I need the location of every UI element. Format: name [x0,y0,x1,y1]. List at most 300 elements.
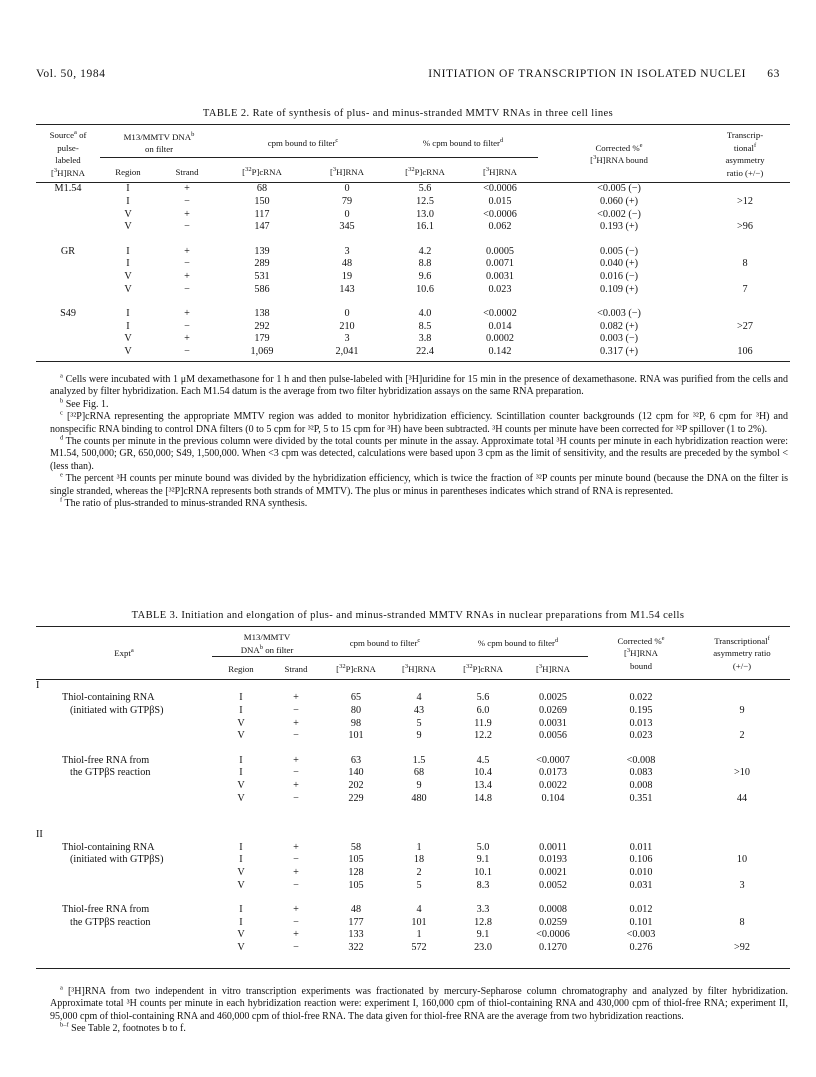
cell-p32-pct: 3.8 [418,333,432,345]
cell-p32-cpm: 128 [348,866,364,878]
cell-p32-pct: 10.4 [474,767,492,779]
rna-fraction-label [36,730,212,743]
cell-strand: + [293,717,299,729]
cell-asymmetry-ratio: 8 [739,916,745,928]
rna-fraction-label: (initiated with GTPβS) [70,854,164,866]
cell-p32-cpm: 138 [254,308,270,320]
cell-line-label [36,209,100,222]
cell-asymmetry-ratio [700,271,790,284]
footnote: $^f$ The ratio of plus-stranded to minus-stranded RNA synthesis. [60,496,308,510]
cell-corrected-pct: 0.082 (+) [600,320,638,332]
cell-region: V [124,270,132,282]
rna-fraction-label [36,880,212,893]
cell-corrected-pct: 0.083 [629,767,653,779]
rna-fraction-label [36,942,212,955]
footnote: $^e$ The percent ³H counts per minute bound was divided by the hybridization efficiency, which is twice the fraction of ³²P counts per minute bound (because the DNA on the filter is single stranded, whereas the [³²P]cRNA represents both strands of MMTV). The plus or minus in parentheses indicates which strand of RNA is represented. [50,471,788,497]
cell-p32-pct: 13.0 [416,208,434,220]
cell-h3-cpm: 0 [344,183,350,195]
footnote: $^b$ See Fig. 1. [60,397,109,410]
footnote-mark: b [60,397,64,405]
cell-strand: + [293,929,299,941]
cell-h3-cpm: 1 [416,929,422,941]
table-row [36,730,790,743]
experiment-label: II [36,829,43,841]
cell-h3-cpm: 68 [413,767,425,779]
cell-asymmetry-ratio [694,904,790,917]
cell-h3-pct: 0.014 [488,320,512,332]
cell-corrected-pct: <0.002 (−) [597,208,641,220]
table-row [36,321,790,334]
cell-h3-pct: 0.023 [488,283,512,295]
cell-strand: + [184,333,190,345]
cell-h3-pct: <0.0006 [483,208,517,220]
cell-p32-pct: 3.3 [476,904,490,916]
table-row [36,346,790,359]
rna-fraction-label: Thiol-free RNA from [62,754,150,766]
table-row [36,767,790,780]
table-row [36,333,790,346]
cell-asymmetry-ratio: 3 [739,879,745,891]
cell-h3-cpm: 5 [416,717,422,729]
cell-h3-pct: 0.0005 [485,245,514,257]
cell-strand: − [184,283,190,295]
cell-strand: − [293,941,299,953]
cell-p32-cpm: 531 [254,270,270,282]
table2 [36,124,790,362]
cell-asymmetry-ratio [700,333,790,346]
cell-strand: + [293,754,299,766]
cell-h3-cpm: 9 [416,730,422,742]
cell-h3-pct: 0.0002 [485,333,514,345]
table3-header: Expt$^a$ M13/MMTV DNA$^b$ on filter cpm bound to filter$^c$ % cpm bound to filter$^d$ Corrected %$^e$ [$^3$H]RNA bound Transcriptional$^f$ asymmetry ratio (+/−) Region Strand [$^{32}$P]cRNA [$^3$H]RNA [$^{32}$P]cRNA [$^3$H]RNA [36,627,790,680]
table2-title: TABLE 2. Rate of synthesis of plus- and minus-stranded MMTV RNAs in three cell lines [202,108,614,119]
cell-h3-cpm: 5 [416,879,422,891]
cell-asymmetry-ratio [694,929,790,942]
cell-region: I [239,754,243,766]
cell-h3-cpm: 101 [411,916,427,928]
cell-h3-cpm: 79 [341,195,353,207]
cell-strand: + [184,245,190,257]
cell-region: I [126,183,130,195]
rna-fraction-label: the GTPβS reaction [70,767,151,779]
cell-p32-cpm: 63 [350,754,362,766]
cell-p32-pct: 11.9 [474,717,492,729]
cell-strand: + [293,692,299,704]
running-header [36,68,780,86]
cell-region: I [239,692,243,704]
cell-region: I [239,767,243,779]
cell-corrected-pct: 0.193 (+) [600,221,638,233]
cell-h3-cpm: 0 [344,208,350,220]
cell-h3-pct: 0.0011 [539,841,567,853]
cell-h3-cpm: 9 [416,779,422,791]
footnote: $^a$ [³H]RNA from two independent in vitro transcription experiments was fractionated by mercury-Sepharose column chromatography and analyzed by filter hybridization. Approximate total ³H counts per minute in each hybridization reaction were: experiment I, 160,000 cpm of thiol-containing RNA and 430,000 cpm of thiol-free RNA; experiment II, 95,000 cpm of thiol-containing RNA and 460,000 cpm of thiol-free RNA. The data given for thiol-free RNA are the average from two hybridization reactions. [50,984,788,1022]
cell-p32-pct: 12.5 [416,195,434,207]
table-row [36,308,790,321]
table-row [36,183,790,196]
cell-corrected-pct: 0.016 (−) [600,270,638,282]
footnote: $^c$ [³²P]cRNA representing the appropriate MMTV region was added to monitor hybridization efficiency. Scintillation counter backgrounds (12 cpm for ³²P, 6 cpm for ³H) and nonspecific RNA binding to control DNA filters (0 to 5 cpm for ³²P, 5 to 15 cpm for ³H) have been subtracted. ³H counts per minute have been corrected for ³²P spillover (1 to 2%). [50,409,788,435]
cell-h3-cpm: 1 [416,841,422,853]
cell-h3-pct: 0.0071 [485,258,514,270]
cell-corrected-pct: 0.031 [629,879,653,891]
cell-region: V [124,283,132,295]
table-row [36,284,790,297]
cell-strand: − [184,345,190,357]
cell-corrected-pct: 0.106 [629,854,653,866]
footnote-mark: e [60,471,63,479]
cell-h3-pct: 0.0008 [538,904,567,916]
cell-corrected-pct: 0.012 [629,904,653,916]
table-row [36,793,790,806]
cell-asymmetry-ratio [694,718,790,731]
cell-line-label: S49 [60,308,76,320]
cell-strand: − [293,916,299,928]
cell-p32-pct: 9.6 [418,270,432,282]
cell-region: I [126,258,130,270]
table2-body [36,183,790,359]
cell-h3-pct: 0.1270 [538,941,567,953]
cell-strand: − [184,320,190,332]
cell-p32-pct: 23.0 [474,941,492,953]
table-row [36,842,790,855]
footnote: $^a$ Cells were incubated with 1 μM dexamethasone for 1 h and then pulse-labeled with [³H]uridine for 15 min in the presence of dexamethasone. RNA was purified from the cells and analyzed by filter hybridization. Each M1.54 datum is the average from two filter hybridization assays on the same RNA preparation. [50,372,788,398]
table-row [36,246,790,259]
cell-h3-cpm: 1.5 [412,754,426,766]
cell-line-label [36,284,100,297]
cell-line-label: M1.54 [54,183,82,195]
cell-corrected-pct: 0.040 (+) [600,258,638,270]
cell-asymmetry-ratio [700,308,790,321]
cell-p32-cpm: 68 [256,183,268,195]
cell-h3-cpm: 4 [416,692,422,704]
cell-asymmetry-ratio [694,755,790,768]
cell-line-label [36,258,100,271]
cell-p32-pct: 5.6 [476,692,490,704]
cell-h3-pct: 0.0025 [538,692,567,704]
cell-corrected-pct: 0.195 [629,704,653,716]
cell-region: V [237,929,245,941]
rna-fraction-label [36,929,212,942]
table2-footnotes [50,374,788,510]
cell-region: I [126,195,130,207]
rna-fraction-label [36,793,212,806]
cell-corrected-pct: 0.008 [629,779,653,791]
cell-asymmetry-ratio: 44 [736,792,748,804]
cell-p32-cpm: 80 [350,704,362,716]
cell-line-label [36,333,100,346]
table-row [36,196,790,209]
cell-strand: − [293,767,299,779]
footnote: $^d$ The counts per minute in the previous column were divided by the total counts per minute in the assay. Approximate total ³H counts per minute in each hybridization reaction were: M1.54, 500,000; GR, 650,000; S49, 1,500,000. When <3 cpm was detected, calculations were based upon 3 cpm as the limit of sensitivity, and the results are preceded by the symbol < (less than). [50,434,788,472]
cell-h3-cpm: 572 [411,941,427,953]
cell-h3-cpm: 210 [339,320,355,332]
cell-p32-cpm: 105 [348,854,364,866]
cell-p32-pct: 8.3 [476,879,490,891]
table2-header: Source$^a$ of pulse- labeled [$^3$H]RNA M13/MMTV DNA$^b$ on filter cpm bound to filter$^c$ % cpm bound to filter$^d$ Corrected %$^e$ [$^3$H]RNA bound Transcrip- tional$^f$ asymmetry ratio (+/−) Region Strand [$^{32}$P]cRNA [$^3$H]RNA [$^{32}$P]cRNA [$^3$H]RNA [36,125,790,183]
cell-p32-pct: 10.1 [474,866,492,878]
cell-h3-pct: 0.0022 [538,779,567,791]
cell-corrected-pct: <0.005 (−) [597,183,641,195]
cell-p32-pct: 4.5 [476,754,490,766]
table-row [36,904,790,917]
table3-body [36,679,790,966]
cell-region: V [124,333,132,345]
cell-region: V [237,866,245,878]
cell-line-label [36,221,100,234]
cell-p32-cpm: 177 [348,916,364,928]
cell-region: V [124,208,132,220]
cell-p32-pct: 12.8 [474,916,492,928]
cell-strand: + [184,208,190,220]
cell-p32-cpm: 229 [348,792,364,804]
cell-strand: − [293,854,299,866]
cell-h3-cpm: 18 [413,854,425,866]
cell-p32-pct: 16.1 [416,221,434,233]
footnote-mark: a [60,372,63,380]
cell-h3-cpm: 2,041 [335,345,359,357]
cell-h3-pct: <0.0002 [483,308,517,320]
table-row [36,880,790,893]
cell-p32-pct: 4.2 [418,245,432,257]
cell-p32-cpm: 150 [254,195,270,207]
table-row [36,867,790,880]
cell-region: I [239,904,243,916]
cell-region: V [237,941,245,953]
footnote-mark: f [60,496,63,504]
cell-h3-pct: 0.0259 [538,916,567,928]
cell-asymmetry-ratio: >27 [737,320,753,332]
cell-region: V [237,792,245,804]
cell-p32-cpm: 101 [348,730,364,742]
cell-p32-pct: 14.8 [474,792,492,804]
cell-asymmetry-ratio: 7 [742,283,748,295]
cell-p32-cpm: 147 [254,221,270,233]
cell-strand: − [184,258,190,270]
cell-strand: − [293,792,299,804]
rna-fraction-label [36,867,212,880]
cell-corrected-pct: 0.003 (−) [600,333,638,345]
cell-corrected-pct: <0.003 (−) [597,308,641,320]
cell-corrected-pct: 0.109 (+) [600,283,638,295]
cell-strand: + [184,270,190,282]
cell-strand: + [184,308,190,320]
cell-corrected-pct: 0.013 [629,717,653,729]
cell-p32-cpm: 98 [350,717,362,729]
cell-h3-cpm: 43 [413,704,425,716]
cell-asymmetry-ratio [694,780,790,793]
cell-region: V [237,779,245,791]
cell-h3-pct: 0.0052 [538,879,567,891]
cell-p32-cpm: 105 [348,879,364,891]
table3-footnotes [50,986,788,1036]
cell-p32-pct: 8.5 [418,320,432,332]
cell-asymmetry-ratio: >96 [737,221,753,233]
cell-p32-pct: 9.1 [476,854,490,866]
cell-asymmetry-ratio [694,842,790,855]
footnote-mark: d [60,434,64,442]
cell-corrected-pct: 0.060 (+) [600,195,638,207]
cell-p32-pct: 5.6 [418,183,432,195]
cell-strand: + [293,866,299,878]
cell-line-label [36,196,100,209]
cell-line-label: GR [60,245,76,257]
cell-region: I [239,854,243,866]
cell-strand: + [184,183,190,195]
footnote-mark: c [60,409,63,417]
cell-p32-cpm: 48 [350,904,362,916]
experiment-label: I [36,679,40,691]
cell-p32-cpm: 202 [348,779,364,791]
cell-h3-pct: <0.0007 [536,754,570,766]
cell-p32-pct: 12.2 [474,730,492,742]
table-row [36,755,790,768]
cell-h3-pct: 0.0031 [485,270,514,282]
cell-h3-pct: 0.015 [488,195,512,207]
cell-h3-cpm: 345 [339,221,355,233]
cell-p32-cpm: 117 [254,208,270,220]
cell-p32-cpm: 133 [348,929,364,941]
journal-volume: Vol. 50, 1984 [36,68,106,80]
rna-fraction-label [36,780,212,793]
cell-h3-pct: 0.0031 [538,717,567,729]
cell-strand: + [293,779,299,791]
cell-strand: − [184,221,190,233]
cell-corrected-pct: 0.022 [629,692,653,704]
table-row [36,854,790,867]
cell-h3-cpm: 3 [344,245,350,257]
cell-h3-pct: <0.0006 [483,183,517,195]
cell-asymmetry-ratio: 10 [736,854,748,866]
cell-p32-cpm: 586 [254,283,270,295]
cell-h3-cpm: 480 [411,792,427,804]
cell-corrected-pct: 0.317 (+) [600,345,638,357]
cell-asymmetry-ratio: >10 [734,767,750,779]
cell-region: V [124,221,132,233]
cell-p32-cpm: 139 [254,245,270,257]
cell-corrected-pct: 0.011 [629,841,653,853]
table-row [36,258,790,271]
cell-region: V [124,345,132,357]
cell-asymmetry-ratio [700,209,790,222]
rna-fraction-label: Thiol-free RNA from [62,904,150,916]
cell-p32-pct: 4.0 [418,308,432,320]
cell-p32-pct: 9.1 [476,929,490,941]
table-row [36,209,790,222]
cell-strand: + [293,841,299,853]
footnote-mark: a [60,984,63,992]
cell-h3-cpm: 4 [416,904,422,916]
cell-strand: − [293,730,299,742]
cell-h3-cpm: 3 [344,333,350,345]
cell-h3-pct: 0.0173 [538,767,567,779]
footnote: $^{b-f}$ See Table 2, footnotes b to f. [60,1021,186,1035]
page-number: 63 [767,68,780,80]
cell-h3-pct: 0.142 [488,345,512,357]
cell-asymmetry-ratio [700,183,790,196]
cell-h3-pct: 0.0056 [538,730,567,742]
cell-p32-pct: 13.4 [474,779,492,791]
rna-fraction-label: (initiated with GTPβS) [70,704,164,716]
table-row [36,929,790,942]
cell-region: I [126,245,130,257]
rna-fraction-label: Thiol-containing RNA [62,841,155,853]
cell-asymmetry-ratio: 106 [737,345,753,357]
table3-title: TABLE 3. Initiation and elongation of plus- and minus-stranded MMTV RNAs in nuclear preparations from M1.54 cells [131,610,685,621]
rna-fraction-label [36,718,212,731]
cell-h3-pct: 0.104 [541,792,565,804]
footnote-mark: b–f [60,1021,69,1029]
cell-asymmetry-ratio [694,692,790,705]
cell-region: I [126,320,130,332]
cell-h3-pct: 0.0269 [538,704,567,716]
cell-p32-cpm: 58 [350,841,362,853]
running-title: INITIATION OF TRANSCRIPTION IN ISOLATED NUCLEI [428,68,746,80]
cell-h3-pct: 0.0021 [538,866,567,878]
cell-region: V [237,730,245,742]
table-row [36,692,790,705]
table-row [36,780,790,793]
cell-region: V [237,717,245,729]
cell-asymmetry-ratio: >92 [734,941,750,953]
cell-strand: + [293,904,299,916]
cell-h3-pct: <0.0006 [536,929,570,941]
cell-p32-pct: 22.4 [416,345,434,357]
cell-asymmetry-ratio [694,867,790,880]
cell-h3-cpm: 19 [341,270,353,282]
rna-fraction-label: the GTPβS reaction [70,916,151,928]
cell-region: I [239,916,243,928]
cell-strand: − [293,704,299,716]
cell-p32-cpm: 140 [348,767,364,779]
cell-corrected-pct: 0.101 [629,916,653,928]
cell-p32-pct: 10.6 [416,283,434,295]
cell-asymmetry-ratio: 9 [739,704,745,716]
cell-corrected-pct: 0.351 [629,792,653,804]
table-row [36,718,790,731]
cell-h3-cpm: 0 [344,308,350,320]
cell-region: I [239,704,243,716]
cell-h3-cpm: 143 [339,283,355,295]
table-row [36,271,790,284]
cell-line-label [36,321,100,334]
cell-p32-cpm: 292 [254,320,270,332]
cell-p32-cpm: 322 [348,941,364,953]
cell-h3-pct: 0.062 [488,221,512,233]
cell-p32-cpm: 179 [254,333,270,345]
cell-corrected-pct: 0.010 [629,866,653,878]
cell-corrected-pct: <0.003 [626,929,656,941]
cell-p32-cpm: 289 [254,258,270,270]
cell-line-label [36,271,100,284]
cell-h3-cpm: 48 [341,258,353,270]
cell-h3-pct: 0.0193 [538,854,567,866]
table-row [36,917,790,930]
rna-fraction-label: Thiol-containing RNA [62,692,155,704]
table-row [36,705,790,718]
cell-region: I [239,841,243,853]
cell-line-label [36,346,100,359]
cell-corrected-pct: 0.023 [629,730,653,742]
cell-asymmetry-ratio: >12 [737,195,753,207]
cell-region: V [237,879,245,891]
cell-p32-pct: 8.8 [418,258,432,270]
cell-region: I [126,308,130,320]
table3 [36,626,790,969]
cell-asymmetry-ratio: 2 [739,730,745,742]
cell-p32-cpm: 65 [350,692,362,704]
cell-asymmetry-ratio: 8 [742,258,748,270]
